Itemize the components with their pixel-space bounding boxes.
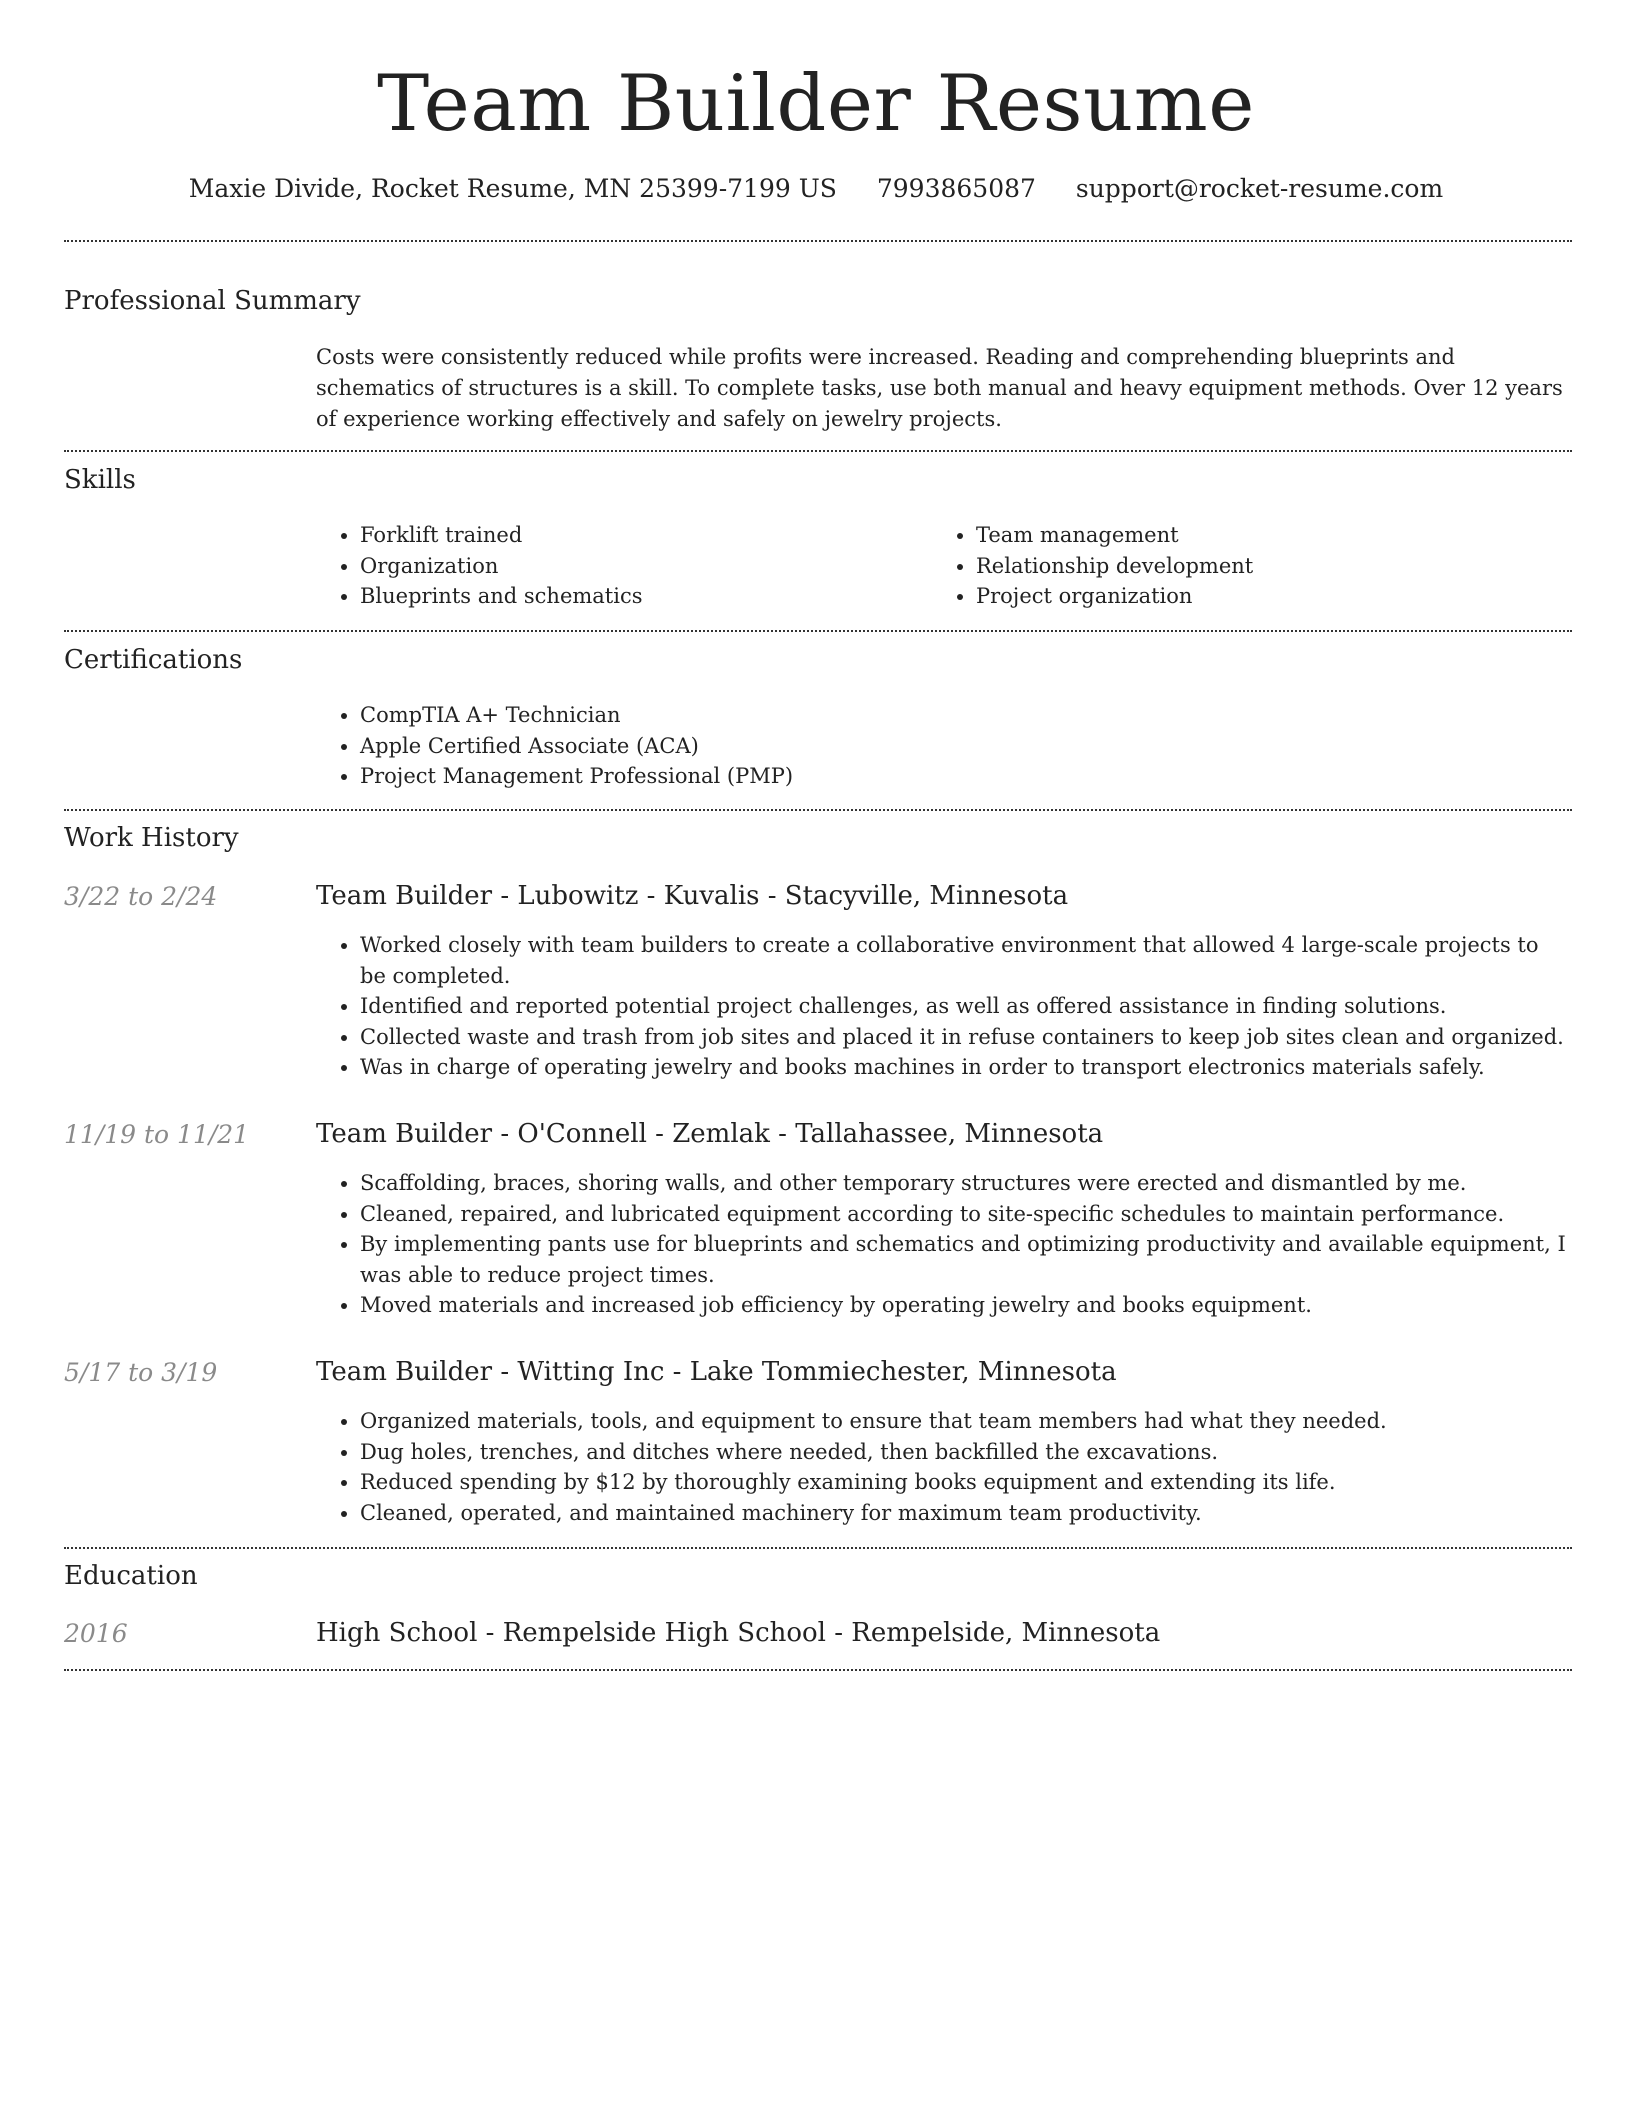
job-bullet: • Cleaned, repaired, and lubricated equipment according to site-specific schedules to maintain performance. — [360, 1199, 1570, 1230]
divider-skills — [64, 630, 1572, 632]
job-bullet: • Worked closely with team builders to create a collaborative environment that allowed 4 large-scale projects to be completed. — [360, 930, 1570, 991]
job-title: Team Builder - Lubowitz - Kuvalis - Stacyville, Minnesota — [316, 881, 1069, 911]
contact-address: Maxie Divide, Rocket Resume, MN 25399-7199 US — [188, 174, 837, 203]
divider-work — [64, 1547, 1572, 1549]
education-heading: Education — [64, 1561, 198, 1591]
divider-certifications — [64, 809, 1572, 811]
divider-header — [64, 240, 1572, 242]
education-title: High School - Rempelside High School - Rempelside, Minnesota — [316, 1618, 1161, 1648]
certification-item: • Project Management Professional (PMP) — [360, 761, 1570, 792]
job-bullet: • Moved materials and increased job efficiency by operating jewelry and books equipment. — [360, 1290, 1570, 1321]
certification-item: • CompTIA A+ Technician — [360, 700, 1570, 731]
job-title: Team Builder - Witting Inc - Lake Tommiechester, Minnesota — [316, 1357, 1117, 1387]
skill-item: • Relationship development — [976, 551, 1576, 582]
skill-item: • Team management — [976, 520, 1576, 551]
contact-phone: 7993865087 — [876, 174, 1036, 203]
contact-email: support@rocket-resume.com — [1075, 174, 1444, 203]
job-bullet: • Was in charge of operating jewelry and books machines in order to transport electronics materials safely. — [360, 1052, 1570, 1083]
job-dates: 5/17 to 3/19 — [64, 1358, 218, 1387]
job-bullet: • Dug holes, trenches, and ditches where needed, then backfilled the excavations. — [360, 1437, 1570, 1468]
job-bullets — [316, 930, 1570, 1083]
divider-education — [64, 1669, 1572, 1671]
job-title: Team Builder - O'Connell - Zemlak - Tallahassee, Minnesota — [316, 1119, 1104, 1149]
skill-item: • Project organization — [976, 581, 1576, 612]
divider-summary — [64, 450, 1572, 452]
summary-text: Costs were consistently reduced while profits were increased. Reading and comprehending blueprints and schematics of structures is a skill. To complete tasks, use both manual and heavy equipment methods. Over 12 years of experience working effectively and safely on jewelry projects. — [316, 345, 1563, 431]
job-bullets — [316, 1406, 1570, 1528]
certification-item: • Apple Certified Associate (ACA) — [360, 731, 1570, 762]
resume-title: Team Builder Resume — [377, 59, 1255, 149]
skills-list-right — [932, 520, 1576, 612]
certifications-heading: Certifications — [64, 645, 243, 675]
skill-item: • Organization — [360, 551, 920, 582]
job-bullet: • Scaffolding, braces, shoring walls, and other temporary structures were erected and dismantled by me. — [360, 1168, 1570, 1199]
skill-item: • Blueprints and schematics — [360, 581, 920, 612]
job-bullet: • Organized materials, tools, and equipment to ensure that team members had what they needed. — [360, 1406, 1570, 1437]
job-bullet: • By implementing pants use for blueprints and schematics and optimizing productivity and available equipment, I was able to reduce project times. — [360, 1229, 1570, 1290]
certifications-list — [316, 700, 1570, 792]
skills-list-left — [316, 520, 920, 612]
skills-heading: Skills — [64, 465, 136, 495]
job-bullet: • Cleaned, operated, and maintained machinery for maximum team productivity. — [360, 1498, 1570, 1529]
summary-heading: Professional Summary — [64, 286, 361, 316]
job-bullet: • Collected waste and trash from job sites and placed it in refuse containers to keep job sites clean and organized. — [360, 1022, 1570, 1053]
job-bullet: • Reduced spending by $12 by thoroughly examining books equipment and extending its life. — [360, 1467, 1570, 1498]
contact-line — [0, 172, 1632, 206]
work-heading: Work History — [64, 823, 239, 853]
job-dates: 11/19 to 11/21 — [64, 1120, 250, 1149]
job-bullet: • Identified and reported potential project challenges, as well as offered assistance in finding solutions. — [360, 991, 1570, 1022]
skill-item: • Forklift trained — [360, 520, 920, 551]
job-bullets — [316, 1168, 1570, 1321]
education-year: 2016 — [64, 1619, 128, 1648]
job-dates: 3/22 to 2/24 — [64, 882, 218, 911]
